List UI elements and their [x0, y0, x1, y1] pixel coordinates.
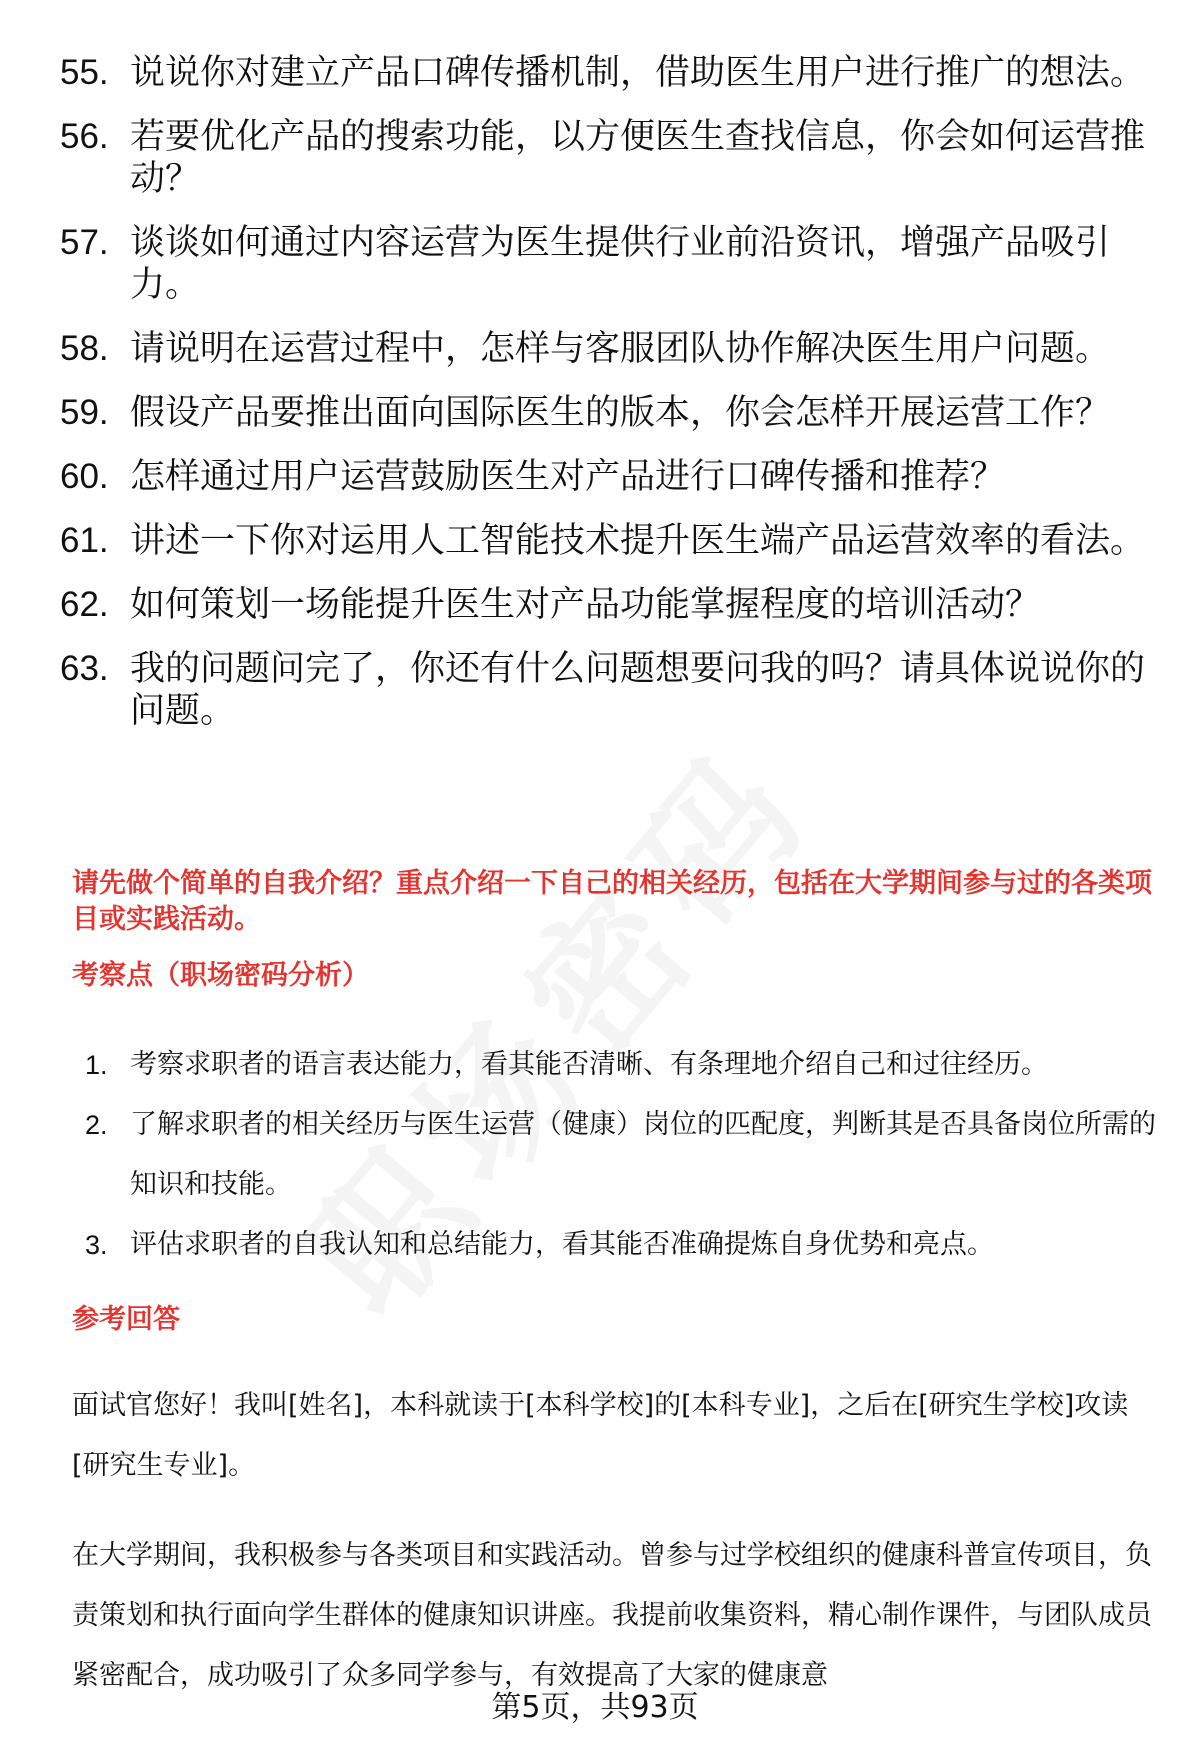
answer-paragraph: 面试官您好！我叫[姓名]，本科就读于[本科学校]的[本科专业]，之后在[研究生学校]攻读[研究生专业]。 — [72, 1390, 1129, 1481]
question-text: 请说明在运营过程中，怎样与客服团队协作解决医生用户问题。 — [130, 329, 1111, 369]
question-item — [60, 648, 1150, 732]
question-text: 假设产品要推出面向国际医生的版本，你会怎样开展运营工作？ — [130, 393, 1111, 433]
point-number: 2. — [85, 1110, 108, 1140]
question-number: 59. — [60, 393, 109, 432]
question-number: 63. — [60, 649, 109, 688]
point-number: 3. — [85, 1230, 108, 1260]
focus-question-title: 请先做个简单的自我介绍？重点介绍一下自己的相关经历，包括在大学期间参与过的各类项目或实践活动。 — [72, 868, 1152, 935]
point-text: 考察求职者的语言表达能力，看其能否清晰、有条理地介绍自己和过往经历。 — [130, 1049, 1048, 1080]
analysis-point-list — [85, 1035, 1160, 1275]
question-item — [60, 116, 1150, 200]
point-number: 1. — [85, 1050, 108, 1080]
question-text: 说说你对建立产品口碑传播机制，借助医生用户进行推广的想法。 — [130, 53, 1146, 93]
analysis-point — [85, 1215, 1160, 1275]
question-number: 56. — [60, 117, 109, 156]
question-text: 我的问题问完了，你还有什么问题想要问我的吗？请具体说说你的问题。 — [130, 649, 1146, 731]
question-item — [60, 456, 1150, 498]
question-item — [60, 52, 1150, 94]
question-item — [60, 328, 1150, 370]
question-text: 若要优化产品的搜索功能，以方便医生查找信息，你会如何运营推动？ — [130, 117, 1146, 199]
question-list — [60, 52, 1150, 754]
question-number: 57. — [60, 223, 109, 262]
question-number: 62. — [60, 585, 109, 624]
point-text: 评估求职者的自我认知和总结能力，看其能否准确提炼自身优势和亮点。 — [130, 1229, 994, 1260]
question-number: 55. — [60, 53, 109, 92]
answer-heading: 参考回答 — [72, 1304, 180, 1335]
analysis-heading: 考察点（职场密码分析） — [72, 960, 369, 991]
question-item — [60, 392, 1150, 434]
answer-paragraph: 在大学期间，我积极参与各类项目和实践活动。曾参与过学校组织的健康科普宣传项目，负责策划和执行面向学生群体的健康知识讲座。我提前收集资料，精心制作课件，与团队成员紧密配合，成功吸引了众多同学参与，有效提高了大家的健康意 — [72, 1540, 1152, 1691]
question-text: 讲述一下你对运用人工智能技术提升医生端产品运营效率的看法。 — [130, 521, 1146, 561]
analysis-point — [85, 1035, 1160, 1095]
question-item — [60, 520, 1150, 562]
page-footer: 第5页，共93页 — [491, 1690, 699, 1725]
question-item — [60, 222, 1150, 306]
point-text: 了解求职者的相关经历与医生运营（健康）岗位的匹配度，判断其是否具备岗位所需的知识和技能。 — [130, 1109, 1156, 1200]
question-number: 61. — [60, 521, 109, 560]
question-number: 60. — [60, 457, 109, 496]
question-text: 谈谈如何通过内容运营为医生提供行业前沿资讯，增强产品吸引力。 — [130, 223, 1111, 305]
question-text: 如何策划一场能提升医生对产品功能掌握程度的培训活动？ — [130, 585, 1041, 625]
analysis-point — [85, 1095, 1160, 1215]
question-text: 怎样通过用户运营鼓励医生对产品进行口碑传播和推荐？ — [130, 457, 1006, 497]
question-number: 58. — [60, 329, 109, 368]
question-item — [60, 584, 1150, 626]
